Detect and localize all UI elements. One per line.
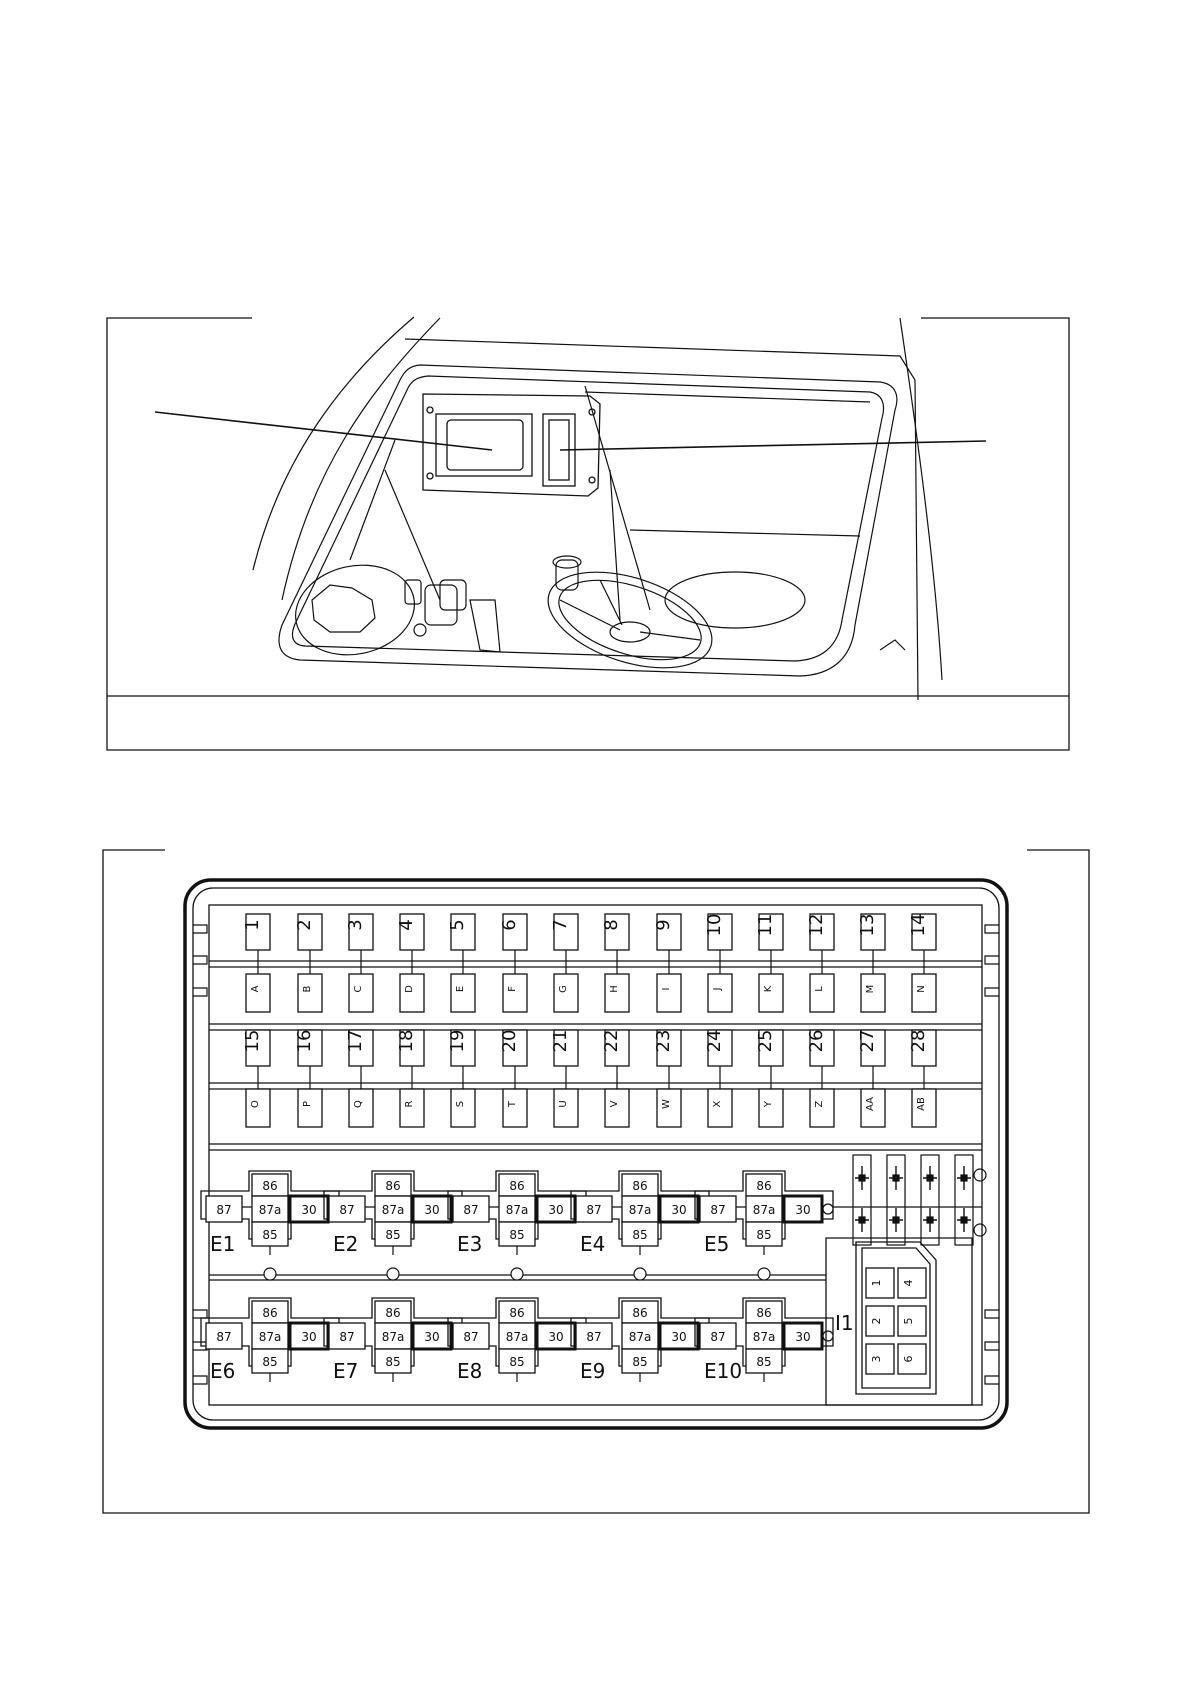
- fuse-letter: H: [609, 985, 620, 993]
- fuse-letter: D: [404, 985, 415, 993]
- relay-pin-label: 87a: [505, 1203, 529, 1217]
- fuse-number: 25: [755, 1029, 776, 1053]
- relay-pin-label: 30: [301, 1330, 317, 1344]
- relay-pin-label: 87a: [505, 1330, 529, 1344]
- fuse-number: 6: [499, 919, 520, 931]
- upper-fuse-8: [601, 914, 629, 1012]
- relay-E1: [201, 1171, 339, 1256]
- connector-pin-label: 1: [870, 1279, 883, 1287]
- relay-pin-label: 30: [301, 1203, 317, 1217]
- relay-pin-label: 30: [548, 1203, 564, 1217]
- fuse-letter: I: [661, 987, 672, 991]
- upper-fuse-5: [447, 914, 475, 1012]
- relay-label: E10: [704, 1359, 743, 1383]
- relay-E6: [201, 1298, 339, 1383]
- relay-pin-label: 85: [262, 1355, 278, 1369]
- upper-fuse-6: [499, 914, 527, 1012]
- fuse-number: 7: [550, 919, 571, 931]
- relay-E3: [448, 1171, 586, 1256]
- relay-pin-label: 86: [262, 1179, 278, 1193]
- fuse-letter: J: [712, 987, 723, 991]
- fuse-number: 26: [806, 1029, 827, 1053]
- relay-pin-label: 86: [756, 1306, 772, 1320]
- fuse-number: 17: [345, 1029, 366, 1053]
- fuse-letter: T: [507, 1100, 518, 1108]
- steering-wheel: [536, 554, 805, 686]
- relay-label: E3: [457, 1232, 483, 1256]
- lower-fuse-28: [908, 1030, 936, 1127]
- relay-E8: [448, 1298, 586, 1383]
- fuse-letter: N: [916, 985, 927, 993]
- connector-pin-label: 5: [902, 1317, 915, 1325]
- cab-outline: [253, 317, 942, 700]
- relay-pin-label: 87: [463, 1203, 479, 1217]
- fuse-letter: E: [455, 985, 466, 993]
- relay-pin-label: 85: [385, 1355, 401, 1369]
- relay-pin-label: 86: [262, 1306, 278, 1320]
- leader-lines: [155, 412, 986, 450]
- relay-pin-label: 85: [756, 1228, 772, 1242]
- fuse-number: 14: [908, 913, 929, 937]
- fuse-number: 27: [857, 1029, 878, 1053]
- fuse-letter-box: [657, 974, 681, 1012]
- fuse-letter: K: [763, 985, 774, 993]
- fuse-letter: G: [558, 985, 569, 993]
- figure-frame: [107, 318, 1069, 750]
- fuse-number: 12: [806, 913, 827, 937]
- upper-fuse-13: [857, 914, 885, 1012]
- upper-fuse-2: [294, 914, 322, 1012]
- fuse-letter: W: [661, 1099, 672, 1109]
- relay-pin-label: 87: [586, 1203, 602, 1217]
- relay-pin-label: 87a: [628, 1330, 652, 1344]
- fuse-letter: A: [250, 985, 261, 993]
- diode-block: [853, 1155, 986, 1245]
- fuse-letter-box: [708, 974, 732, 1012]
- relay-pin-label: 87a: [752, 1203, 776, 1217]
- leader-line-control-unit: [155, 412, 492, 450]
- fuse-letter: Q: [353, 1100, 364, 1108]
- relay-pin-label: 85: [632, 1228, 648, 1242]
- fuse-number: 28: [908, 1029, 929, 1053]
- fuse-number: 15: [242, 1029, 263, 1053]
- relay-pin-label: 86: [756, 1179, 772, 1193]
- relay-pin-label: 30: [671, 1330, 687, 1344]
- lower-fuse-17: [345, 1030, 373, 1127]
- fuse-number: 5: [447, 919, 468, 931]
- cab-figure: [0, 0, 1191, 760]
- fuse-number: 4: [396, 919, 417, 931]
- connector-pin-label: 4: [902, 1279, 915, 1287]
- fuse-box-figure: [0, 830, 1191, 1530]
- lower-fuse-15: [242, 1030, 270, 1127]
- upper-fuse-9: [653, 914, 681, 1012]
- lower-fuse-21: [550, 1030, 578, 1127]
- upper-fuse-14: [908, 914, 936, 1012]
- relay-label: E6: [210, 1359, 236, 1383]
- relay-label: E9: [580, 1359, 606, 1383]
- fuse-letter: S: [455, 1100, 466, 1108]
- upper-fuse-12: [806, 914, 834, 1012]
- relay-joint: [823, 1331, 833, 1341]
- relay-pin-label: 86: [632, 1179, 648, 1193]
- relay-pin-label: 87: [216, 1203, 232, 1217]
- lower-fuse-27: [857, 1030, 885, 1127]
- relay-E4: [571, 1171, 709, 1256]
- upper-fuse-3: [345, 914, 373, 1012]
- connector-pin-label: 6: [902, 1355, 915, 1363]
- lower-fuse-16: [294, 1030, 322, 1127]
- relay-pin-label: 87: [339, 1203, 355, 1217]
- fuse-letter: F: [507, 986, 518, 992]
- fuse-letter-box: [503, 974, 527, 1012]
- cab-drawing: [0, 0, 1191, 760]
- fuse-number: 21: [550, 1029, 571, 1053]
- fuse-rows: [242, 914, 936, 1127]
- relay-label: E5: [704, 1232, 730, 1256]
- fuse-letter: Z: [814, 1100, 825, 1108]
- connector-pin-label: 3: [870, 1355, 883, 1363]
- fuse-number: 18: [396, 1029, 417, 1053]
- fuse-letter: B: [302, 985, 313, 993]
- relay-pin-label: 30: [795, 1330, 811, 1344]
- relay-pin-label: 85: [262, 1228, 278, 1242]
- relay-E10: [695, 1298, 833, 1383]
- relay-E5: [695, 1171, 833, 1256]
- fuse-number: 11: [755, 913, 776, 937]
- relay-label: E4: [580, 1232, 606, 1256]
- relay-pin-label: 87a: [381, 1203, 405, 1217]
- relay-pin-label: 86: [632, 1306, 648, 1320]
- fuse-letter: R: [404, 1100, 415, 1108]
- fuse-letter: C: [353, 985, 364, 993]
- relay-pin-label: 87a: [258, 1203, 282, 1217]
- relay-pin-label: 87a: [752, 1330, 776, 1344]
- relay-E7: [324, 1298, 462, 1383]
- relay-label: E1: [210, 1232, 236, 1256]
- relay-pin-label: 86: [509, 1306, 525, 1320]
- upper-fuse-11: [755, 914, 783, 1012]
- fuse-number: 23: [653, 1029, 674, 1053]
- fuse-box-drawing: [0, 830, 1191, 1530]
- relay-pin-label: 87: [586, 1330, 602, 1344]
- fuse-number: 19: [447, 1029, 468, 1053]
- fuse-letter: AB: [916, 1097, 927, 1111]
- relay-pin-label: 86: [385, 1306, 401, 1320]
- row-joint: [758, 1268, 770, 1280]
- relay-E2: [324, 1171, 462, 1256]
- relay-pin-label: 87a: [628, 1203, 652, 1217]
- lower-fuse-22: [601, 1030, 629, 1127]
- relay-rows: [201, 1171, 833, 1383]
- relay-pin-label: 85: [385, 1228, 401, 1242]
- fuse-number: 16: [294, 1029, 315, 1053]
- lower-fuse-23: [653, 1030, 681, 1127]
- relay-pin-label: 86: [385, 1179, 401, 1193]
- fuse-number: 8: [601, 919, 622, 931]
- fuse-number: 3: [345, 919, 366, 931]
- relay-pin-label: 85: [509, 1228, 525, 1242]
- relay-pin-label: 85: [756, 1355, 772, 1369]
- relay-E9: [571, 1298, 709, 1383]
- fuse-letter: L: [814, 986, 825, 992]
- relay-pin-label: 30: [424, 1330, 440, 1344]
- lower-fuse-25: [755, 1030, 783, 1127]
- relay-pin-label: 87: [216, 1330, 232, 1344]
- fuse-number: 13: [857, 913, 878, 937]
- lower-fuse-26: [806, 1030, 834, 1127]
- relay-pin-label: 87: [710, 1330, 726, 1344]
- fuse-letter: V: [609, 1100, 620, 1108]
- upper-fuse-1: [242, 914, 270, 1012]
- row-joint: [264, 1268, 276, 1280]
- fuse-number: 10: [704, 913, 725, 937]
- fuse-number: 22: [601, 1029, 622, 1053]
- relay-joint: [823, 1204, 833, 1214]
- fuse-letter: P: [302, 1100, 313, 1108]
- leader-line-fuse-panel: [560, 441, 986, 450]
- relay-pin-label: 30: [795, 1203, 811, 1217]
- lower-fuse-19: [447, 1030, 475, 1127]
- fuse-letter: U: [558, 1100, 569, 1108]
- row-joint: [511, 1268, 523, 1280]
- connector-pin-label: 2: [870, 1317, 883, 1325]
- relay-pin-label: 87: [710, 1203, 726, 1217]
- relay-pin-label: 87: [339, 1330, 355, 1344]
- fuse-number: 9: [653, 919, 674, 931]
- relay-label: E7: [333, 1359, 359, 1383]
- upper-fuse-7: [550, 914, 578, 1012]
- fuse-number: 24: [704, 1029, 725, 1053]
- relay-pin-label: 30: [671, 1203, 687, 1217]
- relay-label: E8: [457, 1359, 483, 1383]
- fuse-letter: O: [250, 1100, 261, 1108]
- relay-label: E2: [333, 1232, 359, 1256]
- fuse-number: 1: [242, 919, 263, 931]
- upper-fuse-4: [396, 914, 424, 1012]
- row-joint: [387, 1268, 399, 1280]
- connector-label: I1: [835, 1311, 854, 1335]
- fuse-letter: Y: [763, 1100, 774, 1108]
- relay-pin-label: 87a: [381, 1330, 405, 1344]
- relay-pin-label: 87a: [258, 1330, 282, 1344]
- relay-pin-label: 85: [509, 1355, 525, 1369]
- fuse-letter-box: [810, 974, 834, 1012]
- lower-fuse-18: [396, 1030, 424, 1127]
- relay-pin-label: 87: [463, 1330, 479, 1344]
- relay-pin-label: 30: [424, 1203, 440, 1217]
- relay-pin-label: 30: [548, 1330, 564, 1344]
- relay-pin-label: 85: [632, 1355, 648, 1369]
- upper-fuse-10: [704, 914, 732, 1012]
- fuse-letter: M: [865, 984, 876, 994]
- fuse-number: 2: [294, 919, 315, 931]
- fuse-letter: X: [712, 1100, 723, 1108]
- lower-fuse-24: [704, 1030, 732, 1127]
- row-joint: [634, 1268, 646, 1280]
- lower-fuse-20: [499, 1030, 527, 1127]
- relay-pin-label: 86: [509, 1179, 525, 1193]
- fuse-number: 20: [499, 1029, 520, 1053]
- fuse-letter: AA: [865, 1097, 876, 1111]
